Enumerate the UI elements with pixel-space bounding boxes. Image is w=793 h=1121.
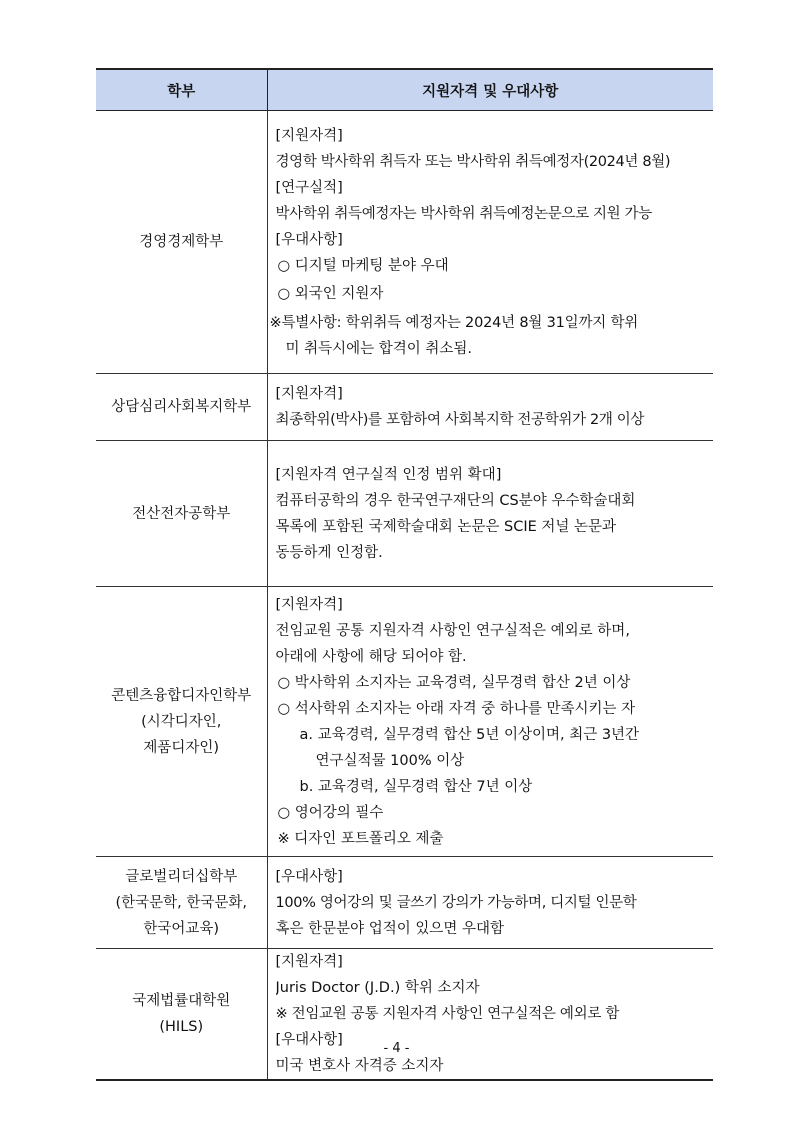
table-row bbox=[96, 587, 713, 857]
department-subtitle: (HILS) bbox=[159, 1019, 204, 1035]
text-line: 100% 영어강의 및 글쓰기 강의가 가능하며, 디지털 인문학 bbox=[275, 894, 637, 911]
department-subtitle: (한국문학, 한국문화, bbox=[115, 894, 248, 911]
qualification-cell bbox=[267, 441, 713, 587]
text-line: 아래에 사항에 해당 되어야 함. bbox=[275, 648, 467, 665]
department-name: 글로벌리더십학부 bbox=[125, 868, 238, 885]
bullet-item: ○ 석사학위 소지자는 아래 자격 중 하나를 만족시키는 자 bbox=[277, 700, 636, 717]
text-line: 미국 변호사 자격증 소지자 bbox=[275, 1058, 444, 1074]
text-line: 경영학 박사학위 취득자 또는 박사학위 취득예정자(2024년 8월) bbox=[275, 153, 671, 170]
text-line: 전임교원 공통 지원자격 사항인 연구실적은 예외로 하며, bbox=[275, 622, 630, 639]
bullet-item: ○ 박사학위 소지자는 교육경력, 실무경력 합산 2년 이상 bbox=[277, 674, 631, 691]
department-subtitle: 한국어교육) bbox=[143, 920, 220, 937]
bullet-item: ○ 외국인 지원자 bbox=[277, 285, 384, 302]
department-cell bbox=[96, 374, 267, 441]
bullet-item: ○ 디지털 마케팅 분야 우대 bbox=[277, 257, 449, 274]
section-label: [우대사항] bbox=[275, 868, 343, 885]
department-cell bbox=[96, 857, 267, 949]
qualification-cell bbox=[267, 111, 713, 374]
section-label: [우대사항] bbox=[275, 231, 343, 248]
department-cell bbox=[96, 441, 267, 587]
department-name: 경영경제학부 bbox=[139, 234, 224, 250]
text-line: Juris Doctor (J.D.) 학위 소지자 bbox=[275, 980, 480, 996]
table-row bbox=[96, 441, 713, 587]
section-label: [지원자격] bbox=[275, 596, 343, 613]
note-line: 미 취득시에는 합격이 취소됨. bbox=[285, 340, 473, 357]
text-line: 컴퓨터공학의 경우 한국연구재단의 CS분야 우수학술대회 bbox=[275, 492, 636, 509]
table-row bbox=[96, 949, 713, 1081]
section-label: [우대사항] bbox=[275, 1032, 343, 1048]
qualification-cell bbox=[267, 857, 713, 949]
table-row bbox=[96, 374, 713, 441]
text-line: 박사학위 취득예정자는 박사학위 취득예정논문으로 지원 가능 bbox=[275, 205, 652, 222]
header-qualifications: 지원자격 및 우대사항 bbox=[267, 69, 713, 111]
note-line: ※ 전임교원 공통 지원자격 사항인 연구실적은 예외로 함 bbox=[275, 1006, 620, 1022]
section-label: [연구실적] bbox=[275, 179, 343, 196]
qualification-cell bbox=[267, 374, 713, 441]
sub-item: a. 교육경력, 실무경력 합산 5년 이상이며, 최근 3년간 bbox=[299, 726, 640, 743]
table-row bbox=[96, 857, 713, 949]
department-cell bbox=[96, 587, 267, 857]
table-header-row bbox=[96, 69, 713, 111]
department-subtitle: (시각디자인, bbox=[141, 713, 222, 730]
header-department: 학부 bbox=[96, 69, 267, 111]
qualification-cell bbox=[267, 949, 713, 1081]
department-name: 상담심리사회복지학부 bbox=[111, 399, 252, 415]
department-cell bbox=[96, 949, 267, 1081]
department-name: 콘텐츠융합디자인학부 bbox=[111, 687, 252, 704]
table-row bbox=[96, 111, 713, 374]
sub-item-cont: 연구실적물 100% 이상 bbox=[315, 752, 465, 769]
text-line: 동등하게 인정함. bbox=[275, 544, 383, 561]
text-line: 최종학위(박사)를 포함하여 사회복지학 전공학위가 2개 이상 bbox=[275, 412, 645, 428]
text-line: 혹은 한문분야 업적이 있으면 우대함 bbox=[275, 920, 505, 937]
note-line: ※ 디자인 포트폴리오 제출 bbox=[277, 830, 444, 847]
bullet-item: ○ 영어강의 필수 bbox=[277, 804, 384, 821]
section-label: [지원자격] bbox=[275, 127, 343, 144]
department-subtitle: 제품디자인) bbox=[143, 739, 220, 756]
section-label: [지원자격] bbox=[275, 954, 343, 970]
department-name: 전산전자공학부 bbox=[132, 505, 231, 522]
sub-item: b. 교육경력, 실무경력 합산 7년 이상 bbox=[299, 778, 533, 795]
qualification-cell bbox=[267, 587, 713, 857]
department-name: 국제법률대학원 bbox=[132, 993, 231, 1009]
qualification-table bbox=[96, 68, 713, 1081]
section-label: [지원자격] bbox=[275, 386, 343, 402]
department-cell bbox=[96, 111, 267, 374]
page-number: - 4 - bbox=[383, 1041, 410, 1056]
section-label: [지원자격 연구실적 인정 범위 확대] bbox=[275, 466, 502, 483]
text-line: 목록에 포함된 국제학술대회 논문은 SCIE 저널 논문과 bbox=[275, 518, 617, 535]
note-line: ※특별사항: 학위취득 예정자는 2024년 8월 31일까지 학위 bbox=[269, 314, 639, 331]
